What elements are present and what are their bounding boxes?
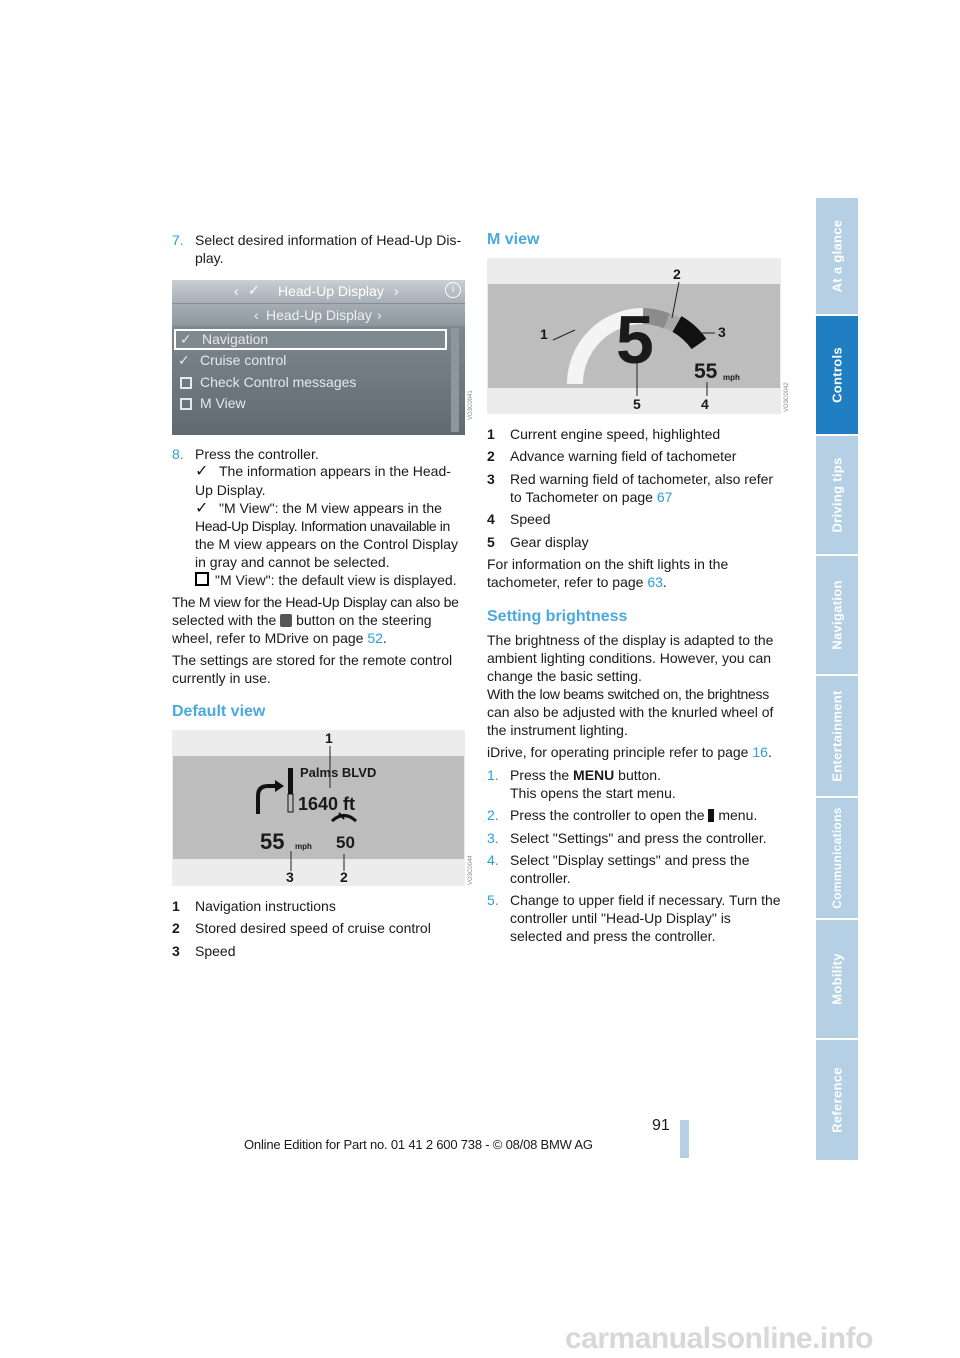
menu-item-cruise-control[interactable] <box>172 352 448 373</box>
paragraph-line: currently in use. <box>172 670 271 686</box>
legend-item <box>172 942 467 960</box>
step-number: 8. <box>172 446 184 462</box>
step-text-cont: selected and press the controller. <box>510 928 716 944</box>
tab-label: Controls <box>829 347 845 403</box>
legend-number: 1 <box>172 898 180 914</box>
legend-text: Navigation instructions <box>195 898 336 914</box>
step-text: Press the controller. <box>195 446 319 462</box>
callout-2: 2 <box>340 869 348 885</box>
idrive-menu-icon <box>708 809 714 822</box>
text-fragment: to Tachometer on page <box>510 489 653 505</box>
step-number: 7. <box>172 232 184 248</box>
paragraph-line: For information on the shift lights in the <box>487 556 729 572</box>
step-text <box>510 766 661 784</box>
tab-label: Driving tips <box>829 457 845 533</box>
chevron-left-icon: ‹ <box>254 307 259 323</box>
menu-item-label: Check Control messages <box>200 374 357 390</box>
page-number: 91 <box>652 1117 670 1134</box>
step-8-box-line <box>195 571 457 589</box>
speed-unit: mph <box>723 373 740 382</box>
image-code: VO3C0044 <box>468 855 474 885</box>
step-text: Select "Display settings" and press the <box>510 852 750 868</box>
tab-mobility[interactable] <box>816 920 858 1038</box>
menu-item-label: Navigation <box>202 331 269 347</box>
page-marker <box>680 1120 689 1158</box>
tab-driving-tips[interactable] <box>816 436 858 554</box>
paragraph-line <box>172 611 432 629</box>
step-8-check-line <box>195 499 442 518</box>
step-8-check-line <box>195 462 451 481</box>
step-2 <box>487 806 787 824</box>
check-icon: ✓ <box>195 500 209 517</box>
step-text-cont: controller until "Head-Up Display" is <box>510 910 731 926</box>
step-text: Change to upper field if necessary. Turn the <box>510 892 781 908</box>
callout-1: 1 <box>540 326 548 342</box>
checkbox-icon <box>180 398 192 410</box>
chevron-left-icon: ‹ <box>234 283 239 299</box>
tab-label: Mobility <box>829 953 845 1005</box>
edition-line: Online Edition for Part no. 01 41 2 600 738 - © 08/08 BMW AG <box>244 1137 593 1152</box>
tab-label: At a glance <box>829 219 845 293</box>
step-line: "M View": the M view appears in the <box>219 500 442 516</box>
paragraph-line: change the basic setting. <box>487 668 642 684</box>
tab-label: Reference <box>829 1067 845 1133</box>
text-fragment: Press the <box>510 767 570 783</box>
checkbox-icon <box>195 572 209 586</box>
menu-key-label: MENU <box>573 767 615 783</box>
callout-4: 4 <box>701 396 709 412</box>
text-fragment: Press the controller to open the <box>510 807 705 823</box>
paragraph-line: the instrument lighting. <box>487 722 628 738</box>
callout-2: 2 <box>673 266 681 282</box>
check-icon: ✓ <box>178 352 190 368</box>
text-fragment: wheel, refer to MDrive on page <box>172 630 364 646</box>
menu-title-1: Head-Up Display <box>278 283 384 299</box>
default-view-figure <box>172 730 465 886</box>
chapter-sidebar <box>816 198 858 1160</box>
step-number: 4. <box>487 852 499 868</box>
paragraph-line <box>487 743 772 761</box>
legend-number: 2 <box>172 920 180 936</box>
menu-item-m-view[interactable] <box>172 395 448 416</box>
step-line: Head-Up Display. Information unavailable in <box>195 518 450 534</box>
tab-label: Entertainment <box>829 690 845 782</box>
step-number: 5. <box>487 892 499 908</box>
text-fragment: tachometer, refer to page <box>487 574 644 590</box>
step-text <box>510 806 757 824</box>
legend-text: Speed <box>510 511 551 527</box>
legend-item <box>487 510 787 528</box>
image-code: VO3C0042 <box>784 382 790 412</box>
step-4 <box>487 851 787 887</box>
check-icon: ✓ <box>180 331 192 347</box>
tab-reference[interactable] <box>816 1040 858 1160</box>
info-icon: i <box>445 282 461 298</box>
menu-item-label: M View <box>200 395 246 411</box>
paragraph-line: can also be adjusted with the knurled wheel of <box>487 704 774 720</box>
legend-text-cont <box>510 488 672 506</box>
paragraph-line: The settings are stored for the remote control <box>172 652 453 668</box>
text-fragment: iDrive, for operating principle refer to page <box>487 744 749 760</box>
speed: 55 <box>260 829 285 854</box>
tab-label: Navigation <box>829 580 845 650</box>
tab-controls[interactable] <box>816 316 858 434</box>
paragraph-line <box>172 629 387 647</box>
menu-item-check-control[interactable] <box>172 374 448 395</box>
paragraph-line: The brightness of the display is adapted to the <box>487 632 774 648</box>
step-number: 1. <box>487 767 499 783</box>
legend-text: Current engine speed, highlighted <box>510 426 721 442</box>
text-fragment: . <box>767 744 772 760</box>
step-text-cont: This opens the start menu. <box>510 785 676 801</box>
distance: 1640 ft <box>298 794 356 814</box>
step-5 <box>487 891 787 945</box>
section-heading: M view <box>487 231 540 248</box>
legend-item <box>487 425 787 443</box>
menu-item-navigation[interactable] <box>174 329 447 350</box>
m-view-figure <box>487 258 781 414</box>
paragraph-line <box>487 573 667 591</box>
checkbox-icon <box>180 377 192 389</box>
image-code: VO3C0041 <box>468 390 474 420</box>
check-icon: ✓ <box>195 463 209 480</box>
step-number: 2. <box>487 807 499 823</box>
page-link[interactable]: 16 <box>752 744 768 760</box>
step-7 <box>172 231 467 267</box>
step-line: The information appears in the Head- <box>219 463 451 479</box>
mdrive-button-icon <box>280 614 292 627</box>
section-heading: Default view <box>172 703 266 720</box>
step-text-cont: controller. <box>510 870 571 886</box>
text-fragment: . <box>662 574 667 590</box>
legend-item <box>487 470 787 506</box>
legend-number: 3 <box>487 471 495 487</box>
step-line: in gray and cannot be selected. <box>195 554 390 570</box>
hud-menu-screenshot <box>172 280 465 435</box>
watermark: carmanualsonline.info <box>565 1322 873 1355</box>
text-fragment: selected with the <box>172 612 277 628</box>
step-line: the M view appears on the Control Display <box>195 536 459 552</box>
step-text: Select "Settings" and press the controller. <box>510 830 767 846</box>
gear-display: 5 <box>616 302 654 378</box>
legend-number: 5 <box>487 534 495 550</box>
step-number: 3. <box>487 830 499 846</box>
legend-item <box>487 447 787 465</box>
callout-3: 3 <box>286 869 294 885</box>
tab-entertainment[interactable] <box>816 676 858 796</box>
legend-number: 3 <box>172 943 180 959</box>
legend-text: Advance warning field of tachometer <box>510 448 737 464</box>
chevron-right-icon: › <box>377 307 382 323</box>
menu-scrollbar[interactable] <box>451 328 459 432</box>
speed-unit: mph <box>295 842 312 851</box>
paragraph-line: The M view for the Head-Up Display can also be <box>172 594 459 610</box>
legend-number: 4 <box>487 511 495 527</box>
page-link[interactable]: 63 <box>647 574 663 590</box>
legend-item <box>172 919 467 937</box>
callout-5: 5 <box>633 396 641 412</box>
section-heading: Setting brightness <box>487 608 628 625</box>
menu-item-label: Cruise control <box>200 352 287 368</box>
legend-item <box>487 533 787 551</box>
legend-number: 2 <box>487 448 495 464</box>
callout-1: 1 <box>325 730 333 746</box>
legend-number: 1 <box>487 426 495 442</box>
legend-text: Red warning field of tachometer, also refer <box>510 471 774 487</box>
menu-title-2: Head-Up Display <box>266 307 372 323</box>
speed: 55 <box>694 360 718 383</box>
legend-item <box>172 897 467 915</box>
tab-navigation[interactable] <box>816 556 858 674</box>
text-fragment: . <box>382 630 387 646</box>
step-line: "M View": the default view is displayed. <box>215 572 457 588</box>
step-text-cont: play. <box>195 250 224 266</box>
step-3 <box>487 829 787 847</box>
chevron-right-icon: › <box>394 283 399 299</box>
text-fragment: button on the steering <box>296 612 432 628</box>
page-link[interactable]: 67 <box>656 489 673 505</box>
menu-header-2 <box>172 304 465 326</box>
cruise-speed: 50 <box>336 833 355 852</box>
text-fragment: menu. <box>718 807 758 823</box>
paragraph-line: ambient lighting conditions. However, you can <box>487 650 772 666</box>
tab-communications[interactable] <box>816 798 858 918</box>
street-name: Palms BLVD <box>300 765 377 780</box>
tab-label: Communications <box>830 807 844 909</box>
step-line: Up Display. <box>195 482 266 498</box>
callout-3: 3 <box>718 324 726 340</box>
paragraph-line: With the low beams switched on, the brightness <box>487 686 769 702</box>
step-text: Select desired information of Head-Up Dis- <box>195 232 462 248</box>
legend-text: Stored desired speed of cruise control <box>195 920 431 936</box>
menu-header-1 <box>172 280 465 303</box>
legend-text: Gear display <box>510 534 589 550</box>
head-up-display-icon: ✓ <box>248 282 260 298</box>
legend-text: Speed <box>195 943 236 959</box>
tab-at-a-glance[interactable] <box>816 198 858 314</box>
page-link[interactable]: 52 <box>367 630 383 646</box>
step-1 <box>487 766 787 802</box>
text-fragment: button. <box>618 767 661 783</box>
